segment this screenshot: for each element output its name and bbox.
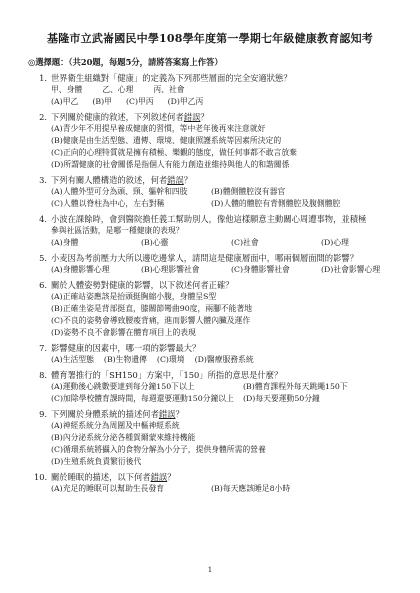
option-c: (C)環境: [156, 355, 185, 364]
option-b: (B)生物遺傳: [103, 355, 147, 364]
question-text: 關於人體姿勢對健康的影響，以下敘述何者正確？: [51, 280, 234, 290]
option-b: (B)體育課程外每天跳繩150下: [243, 382, 348, 391]
option-a: (A)人體外型可分為頭、頸、軀幹和四肢: [51, 187, 188, 196]
item: 甲、身體: [51, 85, 83, 94]
question-number: 8.: [39, 370, 47, 380]
question-number: 10.: [34, 472, 48, 482]
option-a: (A)甲乙: [51, 97, 79, 106]
option-c: (C)甲丙: [125, 97, 154, 106]
option-b: (B)心靈: [141, 238, 169, 247]
item: 乙、心理: [102, 85, 134, 94]
option-d: (D)姿勢不良不會影響在體育項目上的表現: [51, 328, 196, 337]
option-b: (B)體側體腔沒有器官: [211, 187, 286, 196]
question-1: [34, 72, 404, 108]
question-5: [34, 252, 404, 276]
question-number: 2.: [39, 112, 47, 122]
option-a: (A)充足的睡眠可以幫助生長發育: [51, 484, 165, 493]
option-b: (B)內分泌系統分泌各種賀爾蒙來維持機能: [51, 433, 196, 442]
option-a: (A)正確站姿應該是抬頭挺胸縮小腹，身體呈S型: [51, 292, 217, 301]
option-c: (C)人體以脊柱為中心，左右對稱: [51, 199, 165, 208]
question-list: [34, 72, 404, 498]
option-c: (C)不良的姿勢會導致腰痠背痛，進而影響人體內臟及運作: [51, 316, 251, 325]
option-d: (D)社會影響心理: [321, 265, 381, 274]
option-d: (D)心理: [321, 238, 349, 247]
question-number: 3.: [39, 175, 47, 185]
question-text: 下列關於身體系統的描述何者錯誤？: [51, 409, 184, 419]
question-number: 4.: [39, 214, 47, 224]
question-text: 世界衛生組織對「健康」的定義為下列那些層面的完全安適狀態？: [51, 73, 292, 83]
question-text: 下列關於健康的敘述，下列敘述何者錯誤？: [51, 112, 209, 122]
keyword: 錯誤: [158, 409, 176, 419]
option-d: (D)醫療服務系統: [194, 355, 254, 364]
option-d: (D)每天要運動50分鐘: [243, 394, 320, 403]
option-b: (B)健康是由生活型態、遺傳、環境、健康照護系統等因素所決定的: [51, 136, 282, 145]
question-3: [34, 174, 404, 210]
question-number: 1.: [39, 73, 47, 83]
option-line: [51, 96, 404, 108]
question-4: [34, 213, 404, 249]
option-c: (C)社會: [231, 238, 259, 247]
item: 丙、社會: [153, 85, 185, 94]
question-number: 7.: [39, 343, 47, 353]
question-8: [34, 369, 404, 405]
option-a: (A)青少年不用提早養成健康的習慣，等中老年後再來注意就好: [51, 124, 266, 133]
option-a: (A)生活型態: [51, 355, 94, 364]
option-c: (C)加除學校體育課時間，每週還要運動150分鐘以上: [51, 394, 234, 403]
option-a: (A)神經系統分為周圍及中樞神經系統: [51, 421, 180, 430]
option-d: (D)甲乙丙: [167, 97, 204, 106]
question-number: 6.: [39, 280, 47, 290]
question-9: [34, 408, 404, 468]
question-text: 影響健康的因素中，哪一項的影響最大？: [51, 343, 201, 353]
keyword: 錯誤: [150, 472, 168, 482]
keyword: 錯誤: [183, 112, 201, 122]
question-text: 下列有關人體構造的敘述，何者錯誤？: [51, 175, 193, 185]
exam-title: 基隆市立武崙國民中學108學年度第一學期七年級健康教育認知考: [47, 32, 373, 45]
option-c: (C)正向的心理特質就是擁有積極、樂觀的態度，做任何事都不敢言放棄: [51, 148, 297, 157]
question-10: [34, 471, 404, 495]
option-b: (B)心理影響社會: [141, 265, 200, 274]
section-header: ◎選擇題：（共20題，每題5分，請將答案寫上作答）: [28, 57, 223, 67]
question-number: 5.: [39, 253, 47, 263]
question-6: [34, 279, 404, 339]
question-text: 小波在課餘時，會到醫院擔任義工幫助別人，像他這樣願意主動關心周遭事物，並積極: [51, 214, 367, 224]
option-d: (D)所謂健康的社會關係是指個人有能力創造並維持與他人的和諧關係: [51, 160, 290, 169]
option-b: (B)甲: [92, 97, 112, 106]
page-number: 1: [207, 566, 213, 574]
question-text: 關於睡眠的描述，以下何者錯誤？: [51, 472, 176, 482]
question-text: 體育署推行的「SH150」方案中，「150」所指的意思是什麼？: [51, 370, 283, 380]
item-line: [51, 84, 404, 96]
option-a: (A)身體影響心理: [51, 265, 110, 274]
option-a: (A)身體: [51, 238, 79, 247]
question-text: 小麦因為考前壓力大所以邊吃邊掌人，請問這是健康層面中，哪兩個層面間的影響？: [51, 253, 358, 263]
question-2: [34, 111, 404, 171]
option-d: (D)生殖系統負責繁衍後代: [51, 457, 142, 466]
keyword: 錯誤: [167, 175, 184, 185]
question-7: [34, 342, 404, 366]
question-text-continued: 參與社區活動，是哪一種健康的表現？: [51, 226, 184, 235]
option-c: (C)身體影響社會: [231, 265, 290, 274]
option-d: (D)人體的體腔有背側體腔及腹側體腔: [211, 199, 341, 208]
option-b: (B)正確坐姿是背部挺直，膝關節彎曲90度，兩腳不能著地: [51, 304, 253, 313]
option-c: (C)循環系統將攝入的食物分解為小分子，提供身體所需的營養: [51, 445, 266, 454]
option-b: (B)每天應該睡足8小時: [211, 484, 291, 493]
question-number: 9.: [39, 409, 47, 419]
option-a: (A)運動後心跳數要達到每分鐘150下以上: [51, 382, 195, 391]
